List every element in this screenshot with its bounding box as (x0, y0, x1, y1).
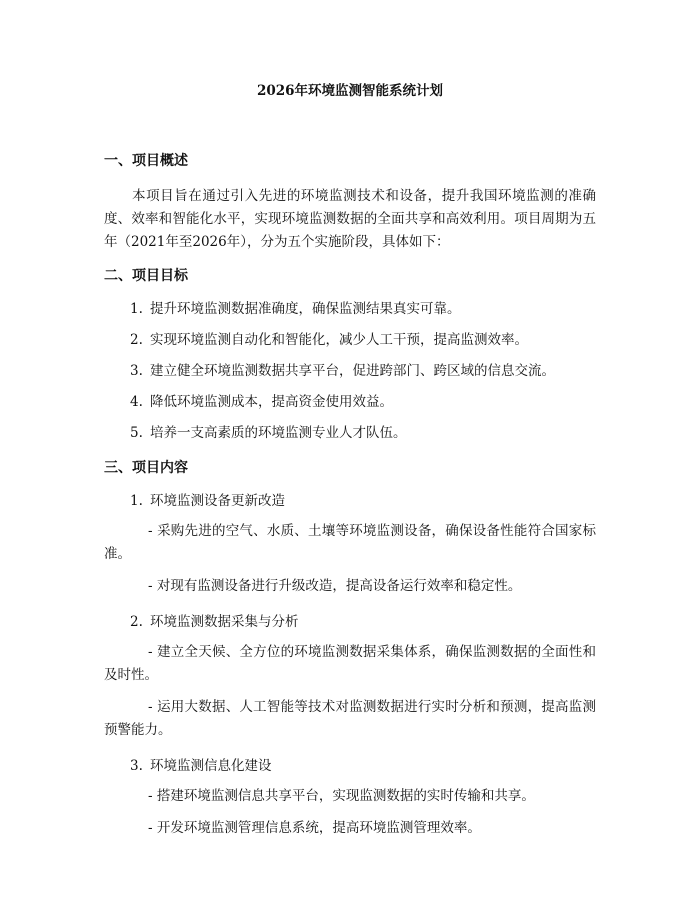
list-text: 建立健全环境监测数据共享平台，促进跨部门、跨区域的信息交流。 (150, 363, 555, 379)
list-text: 培养一支高素质的环境监测专业人才队伍。 (150, 425, 407, 441)
list-item (104, 424, 596, 442)
overview-paragraph: 本项目旨在通过引入先进的环境监测技术和设备，提升我国环境监测的准确度、效率和智能化水平，实现环境监测数据的全面共享和高效利用。项目周期为五年（2021年至2026年），分为五个实施阶段，具体如下： (104, 188, 596, 250)
content-item (104, 492, 596, 510)
goals-list (104, 300, 596, 442)
section-heading-overview: 一、项目概述 (104, 153, 188, 169)
list-number: 3. (130, 363, 143, 379)
list-item (104, 393, 596, 411)
list-number: 4. (130, 394, 143, 410)
list-text: 降低环境监测成本，提高资金使用效益。 (150, 394, 393, 410)
section-heading-content: 三、项目内容 (104, 460, 188, 476)
content-item (104, 757, 596, 775)
sub-item: - 运用大数据、人工智能等技术对监测数据进行实时分析和预测，提高监测预警能力。 (104, 699, 596, 738)
content-item (104, 613, 596, 631)
list-item (104, 362, 596, 380)
list-text: 环境监测信息化建设 (150, 758, 272, 774)
document-title: 2026年环境监测智能系统计划 (256, 83, 444, 99)
list-item (104, 300, 596, 318)
list-text: 实现环境监测自动化和智能化，减少人工干预，提高监测效率。 (150, 332, 528, 348)
list-number: 2. (130, 614, 143, 630)
list-number: 5. (130, 425, 143, 441)
list-number: 2. (130, 332, 143, 348)
list-text: 环境监测数据采集与分析 (150, 614, 299, 630)
sub-item: - 开发环境监测管理信息系统，提高环境监测管理效率。 (148, 820, 481, 836)
sub-item: - 对现有监测设备进行升级改造，提高设备运行效率和稳定性。 (148, 578, 522, 594)
sub-item: - 建立全天候、全方位的环境监测数据采集体系，确保监测数据的全面性和及时性。 (104, 644, 596, 683)
sub-item: - 搭建环境监测信息共享平台，实现监测数据的实时传输和共享。 (148, 788, 535, 804)
list-text: 提升环境监测数据准确度，确保监测结果真实可靠。 (150, 301, 461, 317)
list-number: 1. (130, 493, 143, 509)
list-number: 3. (130, 758, 143, 774)
list-text: 环境监测设备更新改造 (150, 493, 285, 509)
sub-item: - 采购先进的空气、水质、土壤等环境监测设备，确保设备性能符合国家标准。 (104, 523, 596, 562)
list-number: 1. (130, 301, 143, 317)
list-item (104, 331, 596, 349)
section-heading-goals: 二、项目目标 (104, 268, 188, 284)
